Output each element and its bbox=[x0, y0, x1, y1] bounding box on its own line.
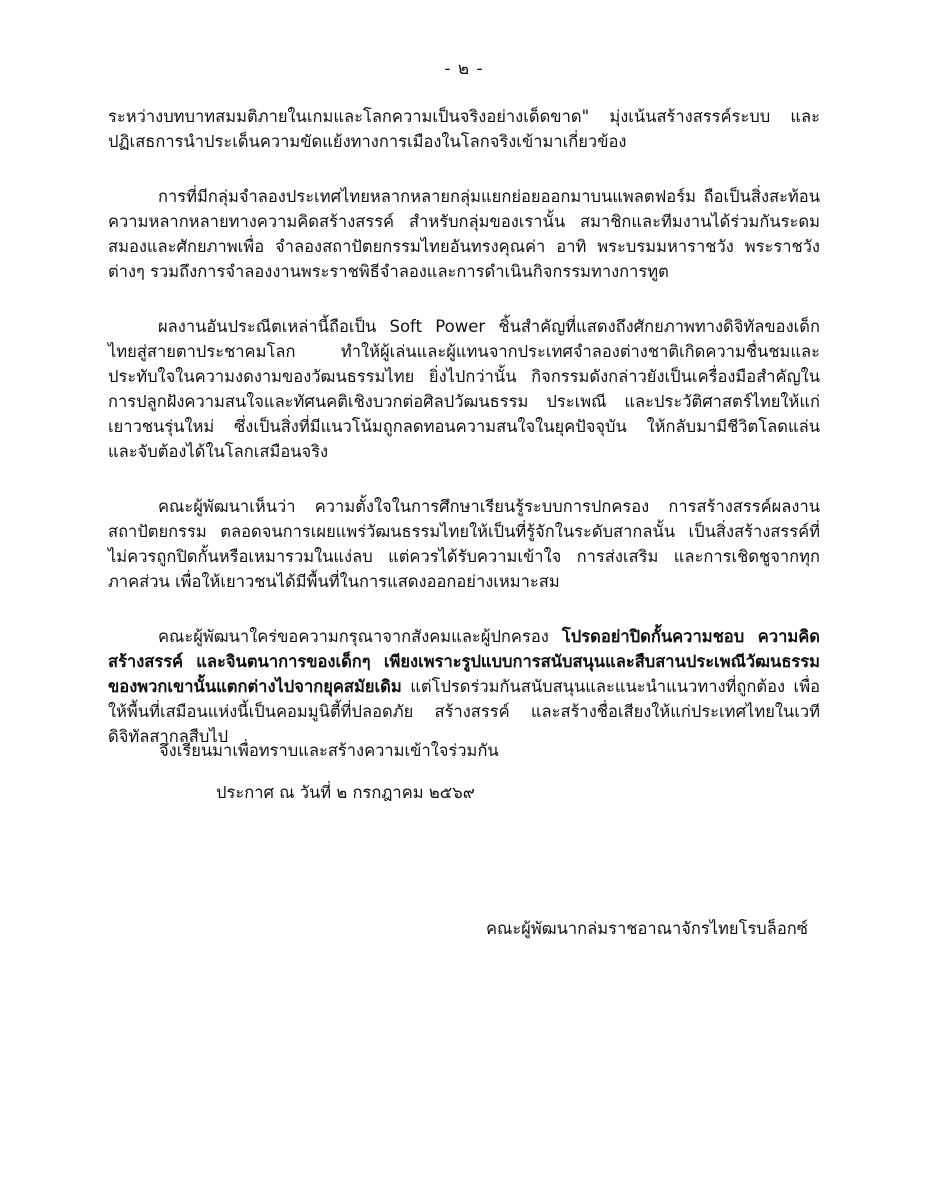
page-number: - ๒ - bbox=[444, 59, 484, 79]
request-end-text: แต่โปรดร่วมกันสนับสนุนและแนะนำแนวทางที่ถูกต้อง เพื่อให้พื้นที่เสมือนแห่งนี้เป็นคอมมูนิตี้ที่ปลอดภัย สร้างสรรค์ และสร้างชื่อเสียงให้แก่ประเทศไทยในเวทีดิจิทัลสากลสืบไป bbox=[108, 677, 820, 746]
signature: คณะผู้พัฒนากล่มราชอาณาจักรไทยโรบล็อกซ์ bbox=[485, 919, 808, 938]
request-intro-text: คณะผู้พัฒนาใคร่ขอความกรุณาจากสังคมและผู้ปกครอง bbox=[158, 627, 562, 646]
paragraph-request bbox=[108, 624, 820, 749]
paragraph-soft-power: ผลงานอันประณีตเหล่านี้ถือเป็น Soft Power ชิ้นสำคัญที่แสดงถึงศักยภาพทางดิจิทัลของเด็กไทยสู่สายตาประชาคมโลก ทำให้ผู้เล่นและผู้แทนจากประเทศจำลองต่างชาติเกิดความชื่นชมและประทับใจในความงดงามของวัฒนธรรมไทย ยิ่งไปกว่านั้น กิจกรรมดังกล่าวยังเป็นเครื่องมือสำคัญในการปลูกฝังความสนใจและทัศนคติเชิงบวกต่อศิลปวัฒนธรรม ประเพณี และประวัติศาสตร์ไทยให้แก่เยาวชนรุ่นใหม่ ซึ่งเป็นสิ่งที่มีแนวโน้มถูกลดทอนความสนใจในยุคปัจจุบัน ให้กลับมามีชีวิตโลดแล่นและจับต้องได้ในโลกเสมือนจริง bbox=[108, 317, 820, 461]
paragraph-simulation-groups: การที่มีกลุ่มจำลองประเทศไทยหลากหลายกลุ่มแยกย่อยออกมาบนแพลตฟอร์ม ถือเป็นสิ่งสะท้อนความหลากหลายทางความคิดสร้างสรรค์ สำหรับกลุ่มของเรานั้น สมาชิกและทีมงานได้ร่วมกันระดมสมองและศักยภาพเพื่อ จำลองสถาปัตยกรรมไทยอันทรงคุณค่า อาทิ พระบรมมหาราชวัง พระราชวังต่างๆ รวมถึงการจำลองงานพระราชพิธีจำลองและการดำเนินกิจกรรมทางการทูต bbox=[108, 187, 820, 281]
announcement-date: ประกาศ ณ วันที่ ๒ กรกฎาคม ๒๕๖๙ bbox=[216, 783, 475, 802]
document-body bbox=[108, 104, 820, 779]
paragraph-continuation: ระหว่างบทบาทสมมติภายในเกมและโลกความเป็นจริงอย่างเด็ดขาด" มุ่งเน้นสร้างสรรค์ระบบ และปฏิเสธการนำประเด็นความขัดแย้งทางการเมืองในโลกจริงเข้ามาเกี่ยวข้อง bbox=[108, 107, 820, 151]
paragraph-developers-view: คณะผู้พัฒนาเห็นว่า ความตั้งใจในการศึกษาเรียนรู้ระบบการปกครอง การสร้างสรรค์ผลงานสถาปัตยกรรม ตลอดจนการเผยแพร่วัฒนธรรมไทยให้เป็นที่รู้จักในระดับสากลนั้น เป็นสิ่งสร้างสรรค์ที่ไม่ควรถูกปิดกั้นหรือเหมารวมในแง่ลบ แต่ควรได้รับความเข้าใจ การส่งเสริม และการเชิดชูจากทุกภาคส่วน เพื่อให้เยาวชนได้มีพื้นที่ในการแสดงออกอย่างเหมาะสม bbox=[108, 497, 820, 591]
request-bold-text: โปรดอย่าปิดกั้นความชอบ ความคิดสร้างสรรค์ และจินตนาการของเด็กๆ เพียงเพราะรูปแบบการสนับสนุนและสืบสานประเพณีวัฒนธรรมของพวกเขานั้นแตกต่างไปจากยุคสมัยเดิม bbox=[108, 627, 820, 696]
closing-statement: จึงเรียนมาเพื่อทราบและสร้างความเข้าใจร่วมกัน bbox=[159, 741, 499, 760]
